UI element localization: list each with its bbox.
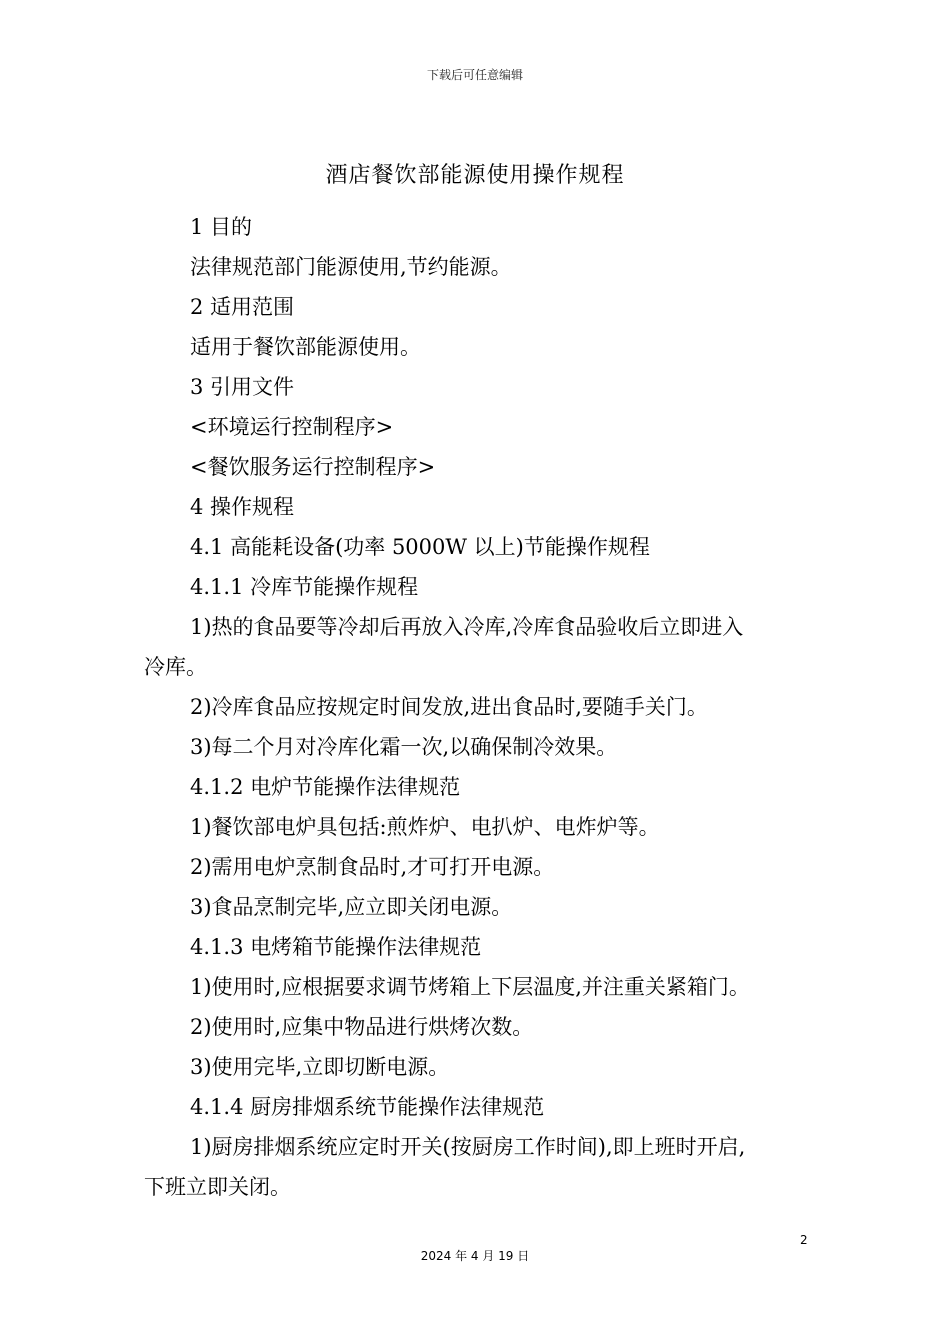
list-item: 1)厨房排烟系统应定时开关(按厨房工作时间),即上班时开启, — [190, 1135, 746, 1159]
section-heading-references: 3 引用文件 — [190, 375, 295, 399]
list-item: 1)热的食品要等冷却后再放入冷库,冷库食品验收后立即进入 — [190, 615, 744, 639]
subsection-heading: 4.1.2 电炉节能操作法律规范 — [190, 775, 461, 799]
list-item: 2)需用电炉烹制食品时,才可打开电源。 — [190, 855, 555, 879]
list-item: 3)食品烹制完毕,应立即关闭电源。 — [190, 895, 513, 919]
list-item: 3)每二个月对冷库化霜一次,以确保制冷效果。 — [190, 735, 618, 759]
page-number: 2 — [800, 1233, 808, 1247]
section-heading-scope: 2 适用范围 — [190, 295, 295, 319]
page-footer-date: 2024 年 4 月 19 日 — [420, 1249, 530, 1263]
subsection-heading: 4.1.4 厨房排烟系统节能操作法律规范 — [190, 1095, 545, 1119]
subsection-heading: 4.1.3 电烤箱节能操作法律规范 — [190, 935, 482, 959]
list-item-continuation: 冷库。 — [144, 655, 207, 679]
list-item: 1)使用时,应根据要求调节烤箱上下层温度,并注重关紧箱门。 — [190, 975, 750, 999]
list-item-continuation: 下班立即关闭。 — [144, 1175, 291, 1199]
document-title: 酒店餐饮部能源使用操作规程 — [325, 163, 625, 188]
list-item: 2)使用时,应集中物品进行烘烤次数。 — [190, 1015, 534, 1039]
subsection-heading: 4.1 高能耗设备(功率 5000W 以上)节能操作规程 — [190, 535, 650, 559]
page-header: 下载后可任意编辑 — [426, 68, 523, 82]
document-body — [144, 207, 816, 1207]
reference-item: <环境运行控制程序> — [190, 415, 394, 439]
subsection-heading: 4.1.1 冷库节能操作规程 — [190, 575, 419, 599]
section-heading-purpose: 1 目的 — [190, 215, 253, 239]
list-item: 1)餐饮部电炉具包括:煎炸炉、电扒炉、电炸炉等。 — [190, 815, 660, 839]
paragraph: 法律规范部门能源使用,节约能源。 — [190, 255, 512, 279]
reference-item: <餐饮服务运行控制程序> — [190, 455, 436, 479]
list-item: 3)使用完毕,立即切断电源。 — [190, 1055, 450, 1079]
list-item: 2)冷库食品应按规定时间发放,进出食品时,要随手关门。 — [190, 695, 708, 719]
section-heading-procedures: 4 操作规程 — [190, 495, 295, 519]
paragraph: 适用于餐饮部能源使用。 — [190, 335, 421, 359]
